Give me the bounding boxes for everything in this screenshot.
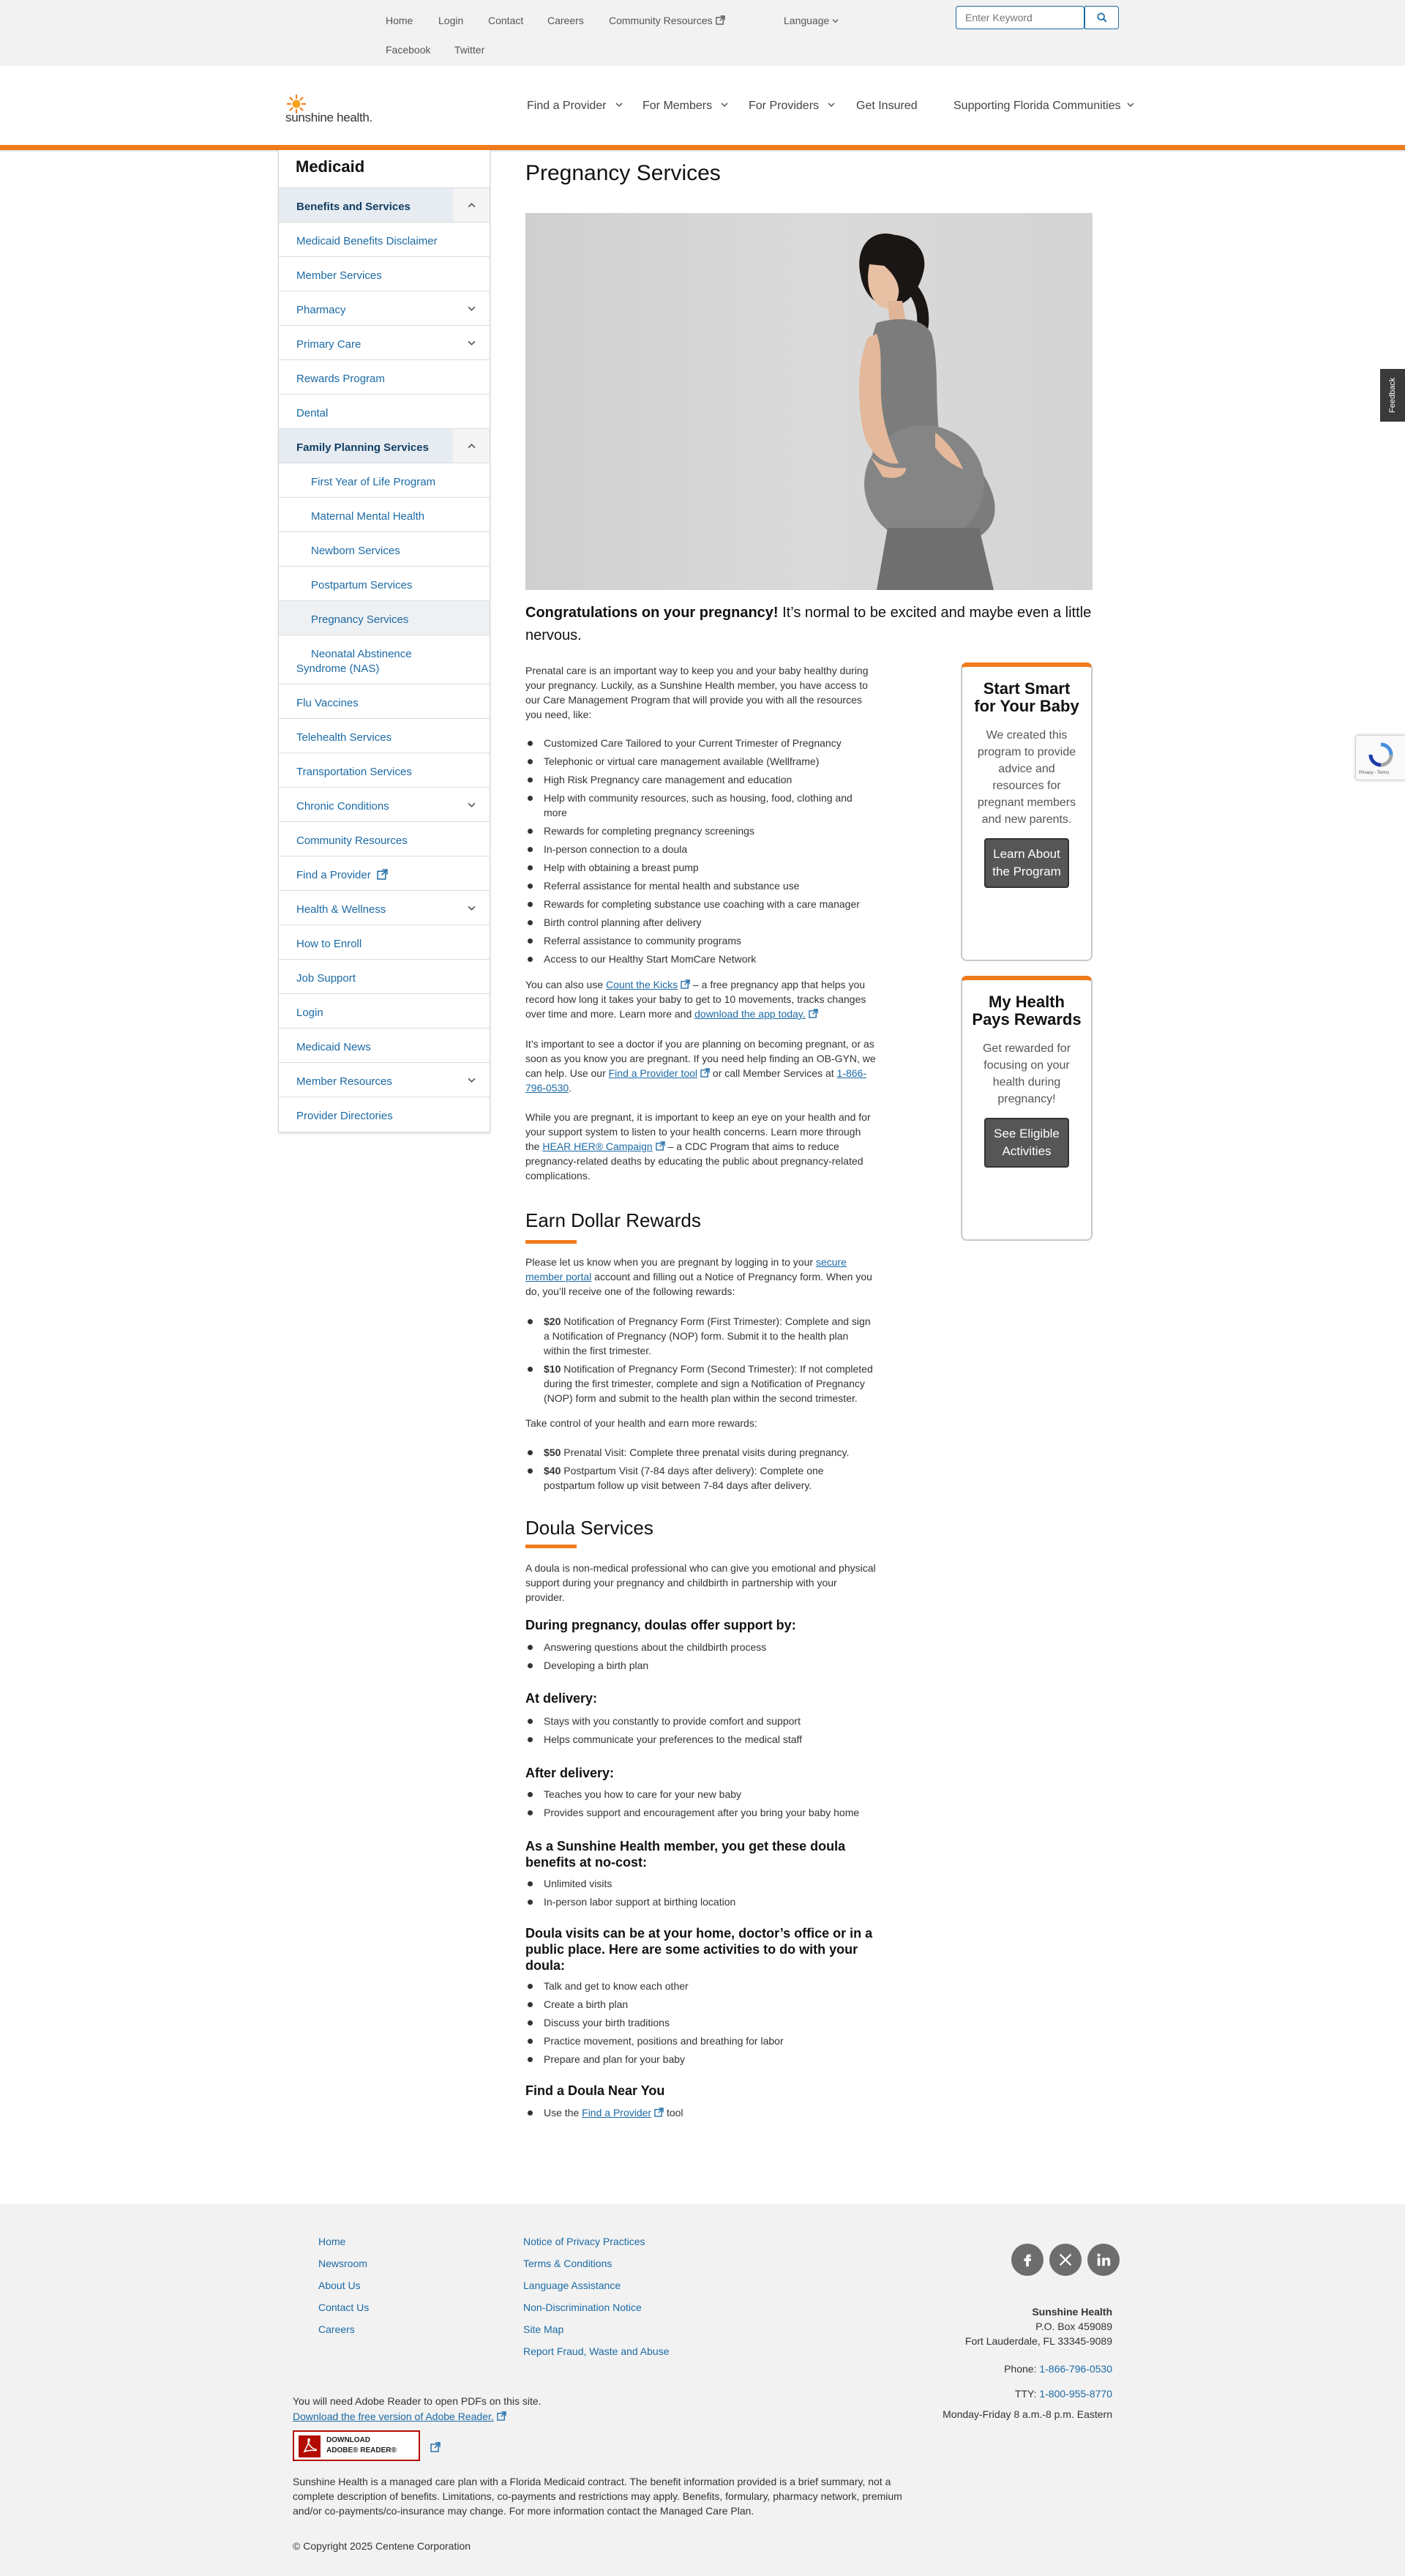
- doula-visits-list: [525, 1979, 877, 2070]
- footer-tty: [1015, 2388, 1112, 2400]
- sidebar-item-pharmacy[interactable]: [279, 291, 490, 325]
- list-item: Referral assistance to community programs: [525, 933, 877, 948]
- footer-tty-label: TTY:: [1014, 2388, 1040, 2400]
- footer-link-privacy-practices[interactable]: Notice of Privacy Practices: [523, 2236, 645, 2247]
- search-icon: [1097, 12, 1107, 23]
- sidebar-title: Medicaid: [296, 157, 365, 176]
- doctor-mid: or call Member Services at: [710, 1067, 837, 1079]
- x-twitter-icon[interactable]: [1049, 2244, 1082, 2276]
- external-link-icon: [700, 1068, 710, 1078]
- utility-bar: [0, 0, 1405, 66]
- sidebar-item-family-planning-services[interactable]: [279, 428, 490, 463]
- list-item: In-person labor support at birthing location: [525, 1894, 877, 1909]
- nav-supporting-florida-label: Supporting Florida Communities: [953, 100, 1121, 112]
- reward-text: Notification of Pregnancy Form (First Trimester): Complete and sign a Notification of Pregnancy (NOP) form. Submit it to the health plan within the first trimester.: [544, 1315, 871, 1356]
- sidebar-item-label: Dental: [296, 407, 329, 419]
- sidebar-item-find-a-provider-row: [296, 868, 388, 883]
- footer-link-report-fraud[interactable]: Report Fraud, Waste and Abuse: [523, 2345, 670, 2357]
- footer-tty-link[interactable]: 1-800-955-8770: [1039, 2388, 1112, 2400]
- doula-intro-paragraph: A doula is non-medical professional who can give you emotional and physical support during your pregnancy and childbirth in partnership with your provider.: [525, 1562, 876, 1603]
- footer-link-non-discrimination[interactable]: Non-Discrimination Notice: [523, 2301, 642, 2313]
- doctor-pre: It’s important to see a doctor if you are planning on becoming pregnant, or as soon as you know you are pregnant. If you need help finding an OB-GYN, we can help. Use our: [525, 1038, 876, 1079]
- external-link-icon: [430, 2442, 441, 2452]
- reward-text: Notification of Pregnancy Form (Second Trimester): If not completed during the first trimester, complete and sign a Notification of Pregnancy (NOP) form and submit to the health plan within the second trimester.: [544, 1363, 873, 1404]
- sidebar-item-label: First Year of Life Program: [311, 476, 436, 488]
- footer-company-name: Sunshine Health: [1032, 2306, 1112, 2318]
- footer-link-careers[interactable]: Careers: [318, 2323, 355, 2335]
- sidebar-item-dental[interactable]: [279, 394, 490, 428]
- doula-delivery-list: [525, 1714, 877, 1750]
- pregnant-woman-hero-image: [525, 213, 1093, 590]
- list-item: Answering questions about the childbirth process: [525, 1640, 877, 1654]
- sidebar-item-label: Telehealth Services: [296, 731, 392, 744]
- sidebar-item-chronic-conditions[interactable]: [279, 787, 490, 821]
- doula-after-list: [525, 1787, 877, 1823]
- sidebar-item-label: Chronic Conditions: [296, 800, 389, 813]
- sidebar-item-transportation-services[interactable]: [279, 753, 490, 787]
- chevron-down-icon[interactable]: [453, 1063, 490, 1097]
- sidebar-item-postpartum-services[interactable]: [279, 566, 490, 600]
- doula-during-heading: During pregnancy, doulas offer support by:: [525, 1618, 796, 1632]
- adobe-badge-line2: ADOBE® READER®: [326, 2446, 397, 2454]
- sidebar-item-label: Pharmacy: [296, 304, 346, 316]
- footer-link-about-us[interactable]: About Us: [318, 2280, 361, 2291]
- list-item: [525, 2105, 877, 2120]
- sidebar-item-label: Rewards Program: [296, 373, 385, 385]
- secure-member-portal-link[interactable]: secure member portal: [525, 1256, 847, 1283]
- sidebar-item-first-year-of-life[interactable]: [279, 463, 490, 497]
- doula-visits-heading: Doula visits can be at your home, doctor’s office or in a public place. Here are some activities to do with your doula:: [525, 1926, 873, 1973]
- recaptcha-badge[interactable]: [1355, 735, 1405, 780]
- sidebar-item-primary-care[interactable]: [279, 325, 490, 359]
- chevron-down-icon[interactable]: [453, 326, 490, 359]
- sidebar-item-community-resources[interactable]: [279, 821, 490, 856]
- linkedin-icon[interactable]: [1087, 2244, 1120, 2276]
- reward-amount: $20: [544, 1315, 561, 1327]
- adobe-reader-note: You will need Adobe Reader to open PDFs on this site.: [293, 2395, 542, 2407]
- list-item: Practice movement, positions and breathing for labor: [525, 2034, 877, 2048]
- sidebar-item-label: Benefits and Services: [296, 201, 411, 213]
- sidebar-item-label: Maternal Mental Health: [311, 510, 425, 523]
- copyright: © Copyright 2025 Centene Corporation: [293, 2540, 471, 2552]
- list-item: Unlimited visits: [525, 1876, 877, 1891]
- list-item: Help with obtaining a breast pump: [525, 860, 877, 875]
- list-item: Talk and get to know each other: [525, 1979, 877, 1993]
- sidebar-item-label: Member Services: [296, 269, 382, 282]
- chevron-down-icon: [828, 101, 835, 108]
- sidebar-item-medicaid-benefits-disclaimer[interactable]: [279, 222, 490, 256]
- hear-her-link[interactable]: HEAR HER® Campaign: [542, 1140, 653, 1152]
- lead-paragraph: [525, 602, 1098, 647]
- count-the-kicks-paragraph: [525, 977, 877, 1021]
- search-input[interactable]: [956, 6, 1084, 29]
- nav-for-providers-label: For Providers: [749, 100, 820, 112]
- sidebar-item-label: Pregnancy Services: [311, 613, 409, 626]
- sidebar-item-label: Provider Directories: [296, 1110, 393, 1122]
- nop-rewards-list: [525, 1314, 877, 1409]
- footer-link-newsroom[interactable]: Newsroom: [318, 2258, 367, 2269]
- adobe-pdf-icon: [299, 2435, 321, 2457]
- kicks-pre: You can also use: [525, 979, 607, 990]
- doula-benefits-list: [525, 1876, 877, 1913]
- adobe-download-link[interactable]: Download the free version of Adobe Reader.: [293, 2411, 494, 2422]
- doula-benefits-heading: As a Sunshine Health member, you get these doula benefits at no-cost:: [525, 1839, 846, 1870]
- list-item: Teaches you how to care for your new baby: [525, 1787, 877, 1802]
- list-item: Access to our Healthy Start MomCare Network: [525, 952, 877, 966]
- rewards-card-title: My Health Pays Rewards: [972, 993, 1082, 1028]
- hear-her-pre: While you are pregnant, it is important to keep an eye on your health and for your support system to listen to your health concerns. Learn more through the: [525, 1111, 871, 1152]
- recaptcha-links[interactable]: Privacy - Terms: [1359, 771, 1390, 775]
- footer-hours: Monday-Friday 8 a.m.-8 p.m. Eastern: [943, 2408, 1112, 2420]
- sidebar-item-label: Community Resources: [296, 835, 408, 847]
- earn-intro-post: account and filling out a Notice of Pregnancy form. When you do, you’ll receive one of the following rewards:: [525, 1271, 872, 1297]
- lead-rest: It’s normal to be excited and maybe even a little nervous.: [525, 605, 1092, 643]
- sidebar-item-find-a-provider[interactable]: [279, 856, 490, 890]
- sidebar-item-how-to-enroll[interactable]: [279, 925, 490, 959]
- see-doctor-paragraph: [525, 1037, 877, 1095]
- doula-after-heading: After delivery:: [525, 1766, 615, 1780]
- sidebar-item-telehealth-services[interactable]: [279, 718, 490, 753]
- list-item: [525, 1314, 877, 1358]
- health-pays-rewards-card: [961, 976, 1093, 1241]
- feedback-tab[interactable]: Feedback: [1380, 369, 1405, 422]
- earn-more-paragraph: Take control of your health and earn more rewards:: [525, 1417, 757, 1429]
- start-smart-card: [961, 662, 1093, 961]
- list-item: Rewards for completing pregnancy screenings: [525, 824, 877, 838]
- utility-link-twitter[interactable]: Twitter: [454, 44, 485, 56]
- sidebar-item-label: Transportation Services: [296, 766, 412, 778]
- chevron-up-icon[interactable]: [453, 429, 490, 463]
- find-provider-tool-link[interactable]: Find a Provider tool: [608, 1067, 698, 1079]
- sidebar-item-health-wellness[interactable]: [279, 890, 490, 925]
- start-smart-title: Start Smart for Your Baby: [974, 679, 1079, 715]
- find-doula-list: [525, 2105, 877, 2124]
- nav-for-providers[interactable]: [749, 100, 835, 113]
- heading-accent-bar: [525, 1240, 577, 1244]
- chevron-up-icon[interactable]: [453, 188, 490, 222]
- recaptcha-icon: [1368, 742, 1394, 768]
- site-footer: [0, 2204, 1405, 2576]
- list-item: [525, 1463, 877, 1493]
- logo-wordmark: sunshine health.: [285, 111, 373, 124]
- earn-rewards-heading: Earn Dollar Rewards: [525, 1209, 701, 1231]
- earn-intro-pre: Please let us know when you are pregnant by logging in to your: [525, 1256, 816, 1268]
- chevron-down-icon: [615, 101, 623, 108]
- count-the-kicks-link[interactable]: Count the Kicks: [606, 979, 678, 990]
- list-item: Prepare and plan for your baby: [525, 2052, 877, 2067]
- download-app-link[interactable]: download the app today.: [694, 1008, 806, 1020]
- utility-link-community-resources[interactable]: [609, 15, 725, 26]
- utility-link-careers[interactable]: Careers: [547, 15, 584, 26]
- footer-link-home[interactable]: Home: [318, 2236, 346, 2247]
- external-link-icon: [377, 869, 388, 880]
- lead-bold: Congratulations on your pregnancy!: [525, 605, 779, 621]
- footer-phone-label: Phone:: [1004, 2363, 1040, 2375]
- reward-text: Prenatal Visit: Complete three prenatal visits during pregnancy.: [561, 1446, 850, 1458]
- header-shadow: [0, 150, 1405, 152]
- adobe-download-row: [293, 2411, 506, 2422]
- list-item: Developing a birth plan: [525, 1658, 877, 1673]
- find-doula-post: tool: [664, 2107, 683, 2118]
- external-link-icon: [681, 979, 690, 989]
- reward-text: Postpartum Visit (7-84 days after delivery): Complete one postpartum follow up visit between 7-84 days after delivery.: [544, 1465, 824, 1491]
- find-a-provider-link[interactable]: Find a Provider: [582, 2107, 652, 2118]
- hear-her-post: – a CDC Program that aims to reduce pregnancy-related deaths by educating the public about pregnancy-related complications.: [525, 1140, 863, 1181]
- sidebar-item-medicaid-news[interactable]: [279, 1028, 490, 1062]
- list-item: In-person connection to a doula: [525, 842, 877, 856]
- sidebar-item-rewards-program[interactable]: [279, 359, 490, 394]
- sidebar-item-label: Job Support: [296, 972, 356, 985]
- sidebar-item-newborn-services[interactable]: [279, 531, 490, 566]
- list-item: Help with community resources, such as housing, food, clothing and more: [525, 791, 877, 820]
- sidebar-item-pregnancy-services[interactable]: [279, 600, 490, 635]
- sidebar-item-provider-directories[interactable]: [279, 1097, 490, 1132]
- footer-address-line1: P.O. Box 459089: [1035, 2321, 1112, 2332]
- footer-phone: [1004, 2363, 1112, 2375]
- utility-link-contact[interactable]: Contact: [488, 15, 524, 26]
- list-item: Referral assistance for mental health and substance use: [525, 878, 877, 893]
- doula-services-heading: Doula Services: [525, 1517, 653, 1539]
- sidebar-item-label: Medicaid Benefits Disclaimer: [296, 235, 438, 247]
- external-link-icon: [656, 1141, 665, 1151]
- language-label: Language: [784, 15, 830, 26]
- doctor-post: .: [569, 1082, 572, 1094]
- sidebar-item-login[interactable]: [279, 993, 490, 1028]
- list-item: Helps communicate your preferences to the medical staff: [525, 1732, 877, 1747]
- rewards-card-text: Get rewarded for focusing on your health during pregnancy!: [982, 1042, 1071, 1105]
- chevron-down-icon[interactable]: [453, 891, 490, 925]
- facebook-icon[interactable]: [1011, 2244, 1044, 2276]
- sidebar-item-maternal-mental-health[interactable]: [279, 497, 490, 531]
- visit-rewards-list: [525, 1445, 877, 1496]
- list-item: Discuss your birth traditions: [525, 2015, 877, 2030]
- footer-link-site-map[interactable]: Site Map: [523, 2323, 564, 2335]
- hear-her-paragraph: [525, 1110, 877, 1183]
- list-item: Birth control planning after delivery: [525, 915, 877, 930]
- page-title: Pregnancy Services: [525, 161, 721, 185]
- utility-link-community-resources-label: Community Resources: [609, 15, 713, 26]
- nav-find-provider[interactable]: [527, 100, 623, 113]
- start-smart-text: We created this program to provide advice and resources for pregnant members and new parents.: [977, 729, 1076, 826]
- language-dropdown[interactable]: [784, 15, 839, 26]
- footer-disclaimer: Sunshine Health is a managed care plan with a Florida Medicaid contract. The benefit information provided is a brief summary, not a complete description of benefits. Limitations, co-payments and restrictions may apply. Benefits, formulary, pharmacy network, premium and/or co-payments/co-insurance may change. For more information contact the Managed Care Plan.: [293, 2476, 902, 2517]
- chevron-down-icon: [832, 18, 839, 24]
- list-item: [525, 1362, 877, 1405]
- sidebar-item-label: Newborn Services: [311, 545, 400, 557]
- sidebar-item-member-resources[interactable]: [279, 1062, 490, 1097]
- nav-for-members-label: For Members: [642, 100, 713, 112]
- learn-about-program-button[interactable]: Learn About the Program: [984, 838, 1069, 888]
- chevron-down-icon: [1127, 101, 1134, 108]
- list-item: [525, 1445, 877, 1460]
- adobe-badge-line1: DOWNLOAD: [326, 2436, 370, 2444]
- sidebar-item-job-support[interactable]: [279, 959, 490, 993]
- list-item: High Risk Pregnancy care management and education: [525, 772, 877, 787]
- doula-delivery-heading: At delivery:: [525, 1691, 598, 1706]
- find-doula-heading: Find a Doula Near You: [525, 2083, 665, 2098]
- reward-amount: $50: [544, 1446, 561, 1458]
- search-button[interactable]: [1084, 6, 1119, 29]
- sidebar-item-label: Postpartum Services: [311, 579, 413, 591]
- find-doula-pre: Use the: [544, 2107, 582, 2118]
- kicks-mid: – a free pregnancy app that helps you record how long it takes your baby to get to 10 movements, tracks changes over time and more. Learn more and: [525, 979, 866, 1020]
- list-item: Rewards for completing substance use coaching with a care manager: [525, 897, 877, 911]
- sidebar-item-label: Family Planning Services: [296, 441, 429, 454]
- chevron-down-icon: [721, 101, 728, 108]
- list-item: Create a birth plan: [525, 1997, 877, 2012]
- utility-link-facebook[interactable]: Facebook: [386, 44, 431, 56]
- footer-phone-link[interactable]: 1-866-796-0530: [1039, 2363, 1112, 2375]
- utility-link-login[interactable]: Login: [438, 15, 464, 26]
- earn-intro-paragraph: [525, 1255, 877, 1299]
- footer-link-terms[interactable]: Terms & Conditions: [523, 2258, 612, 2269]
- sidebar-item-label: Member Resources: [296, 1075, 392, 1088]
- chevron-down-icon[interactable]: [453, 788, 490, 821]
- list-item: Telephonic or virtual care management available (Wellframe): [525, 754, 877, 769]
- footer-link-language-assistance[interactable]: Language Assistance: [523, 2280, 621, 2291]
- sidebar-item-member-services[interactable]: [279, 256, 490, 291]
- sidebar-item-label: Flu Vaccines: [296, 697, 359, 709]
- chevron-down-icon[interactable]: [453, 291, 490, 325]
- sidebar-item-label: Find a Provider: [296, 869, 371, 881]
- adobe-reader-badge[interactable]: [293, 2430, 420, 2461]
- list-item: Stays with you constantly to provide comfort and support: [525, 1714, 877, 1728]
- see-eligible-activities-button[interactable]: See Eligible Activities: [984, 1118, 1069, 1168]
- external-link-icon: [497, 2411, 506, 2421]
- member-services-phone-link[interactable]: 1-866-796-0530: [525, 1067, 866, 1094]
- sidebar-item-label: Health & Wellness: [296, 903, 386, 916]
- footer-address-line2: Fort Lauderdale, FL 33345-9089: [964, 2335, 1112, 2347]
- nav-for-members[interactable]: [642, 100, 728, 113]
- intro-paragraph: Prenatal care is an important way to keep you and your baby healthy during your pregnancy. Luckily, as a Sunshine Health member, you have access to our Care Management Program that will provide you with all the resources you need, like:: [525, 665, 869, 720]
- utility-link-home[interactable]: Home: [386, 15, 413, 26]
- doula-during-list: [525, 1640, 877, 1676]
- nav-get-insured[interactable]: Get Insured: [856, 100, 918, 112]
- nav-supporting-florida[interactable]: [953, 100, 1134, 113]
- sidebar-item-benefits-and-services[interactable]: [279, 187, 490, 222]
- external-link-icon: [716, 15, 725, 25]
- list-item: Customized Care Tailored to your Current Trimester of Pregnancy: [525, 736, 877, 750]
- care-management-list: [525, 736, 877, 970]
- reward-amount: $10: [544, 1363, 561, 1375]
- sidebar-item-nas[interactable]: [279, 635, 490, 684]
- sidebar-item-label: How to Enroll: [296, 938, 362, 950]
- heading-accent-bar: [525, 1545, 577, 1548]
- sidebar-item-label: Primary Care: [296, 338, 361, 351]
- sidebar-item-flu-vaccines[interactable]: [279, 684, 490, 718]
- nav-find-provider-label: Find a Provider: [527, 100, 607, 112]
- list-item: Provides support and encouragement after you bring your baby home: [525, 1805, 877, 1820]
- external-link-icon: [809, 1009, 818, 1018]
- header-accent-bar: [0, 145, 1405, 150]
- external-link-icon: [654, 2108, 664, 2117]
- sidebar-item-label: Neonatal Abstinence Syndrome (NAS): [296, 648, 412, 675]
- sidebar-item-label: Medicaid News: [296, 1041, 371, 1053]
- footer-link-contact-us[interactable]: Contact Us: [318, 2301, 370, 2313]
- sidebar-item-label: Login: [296, 1007, 323, 1019]
- reward-amount: $40: [544, 1465, 561, 1476]
